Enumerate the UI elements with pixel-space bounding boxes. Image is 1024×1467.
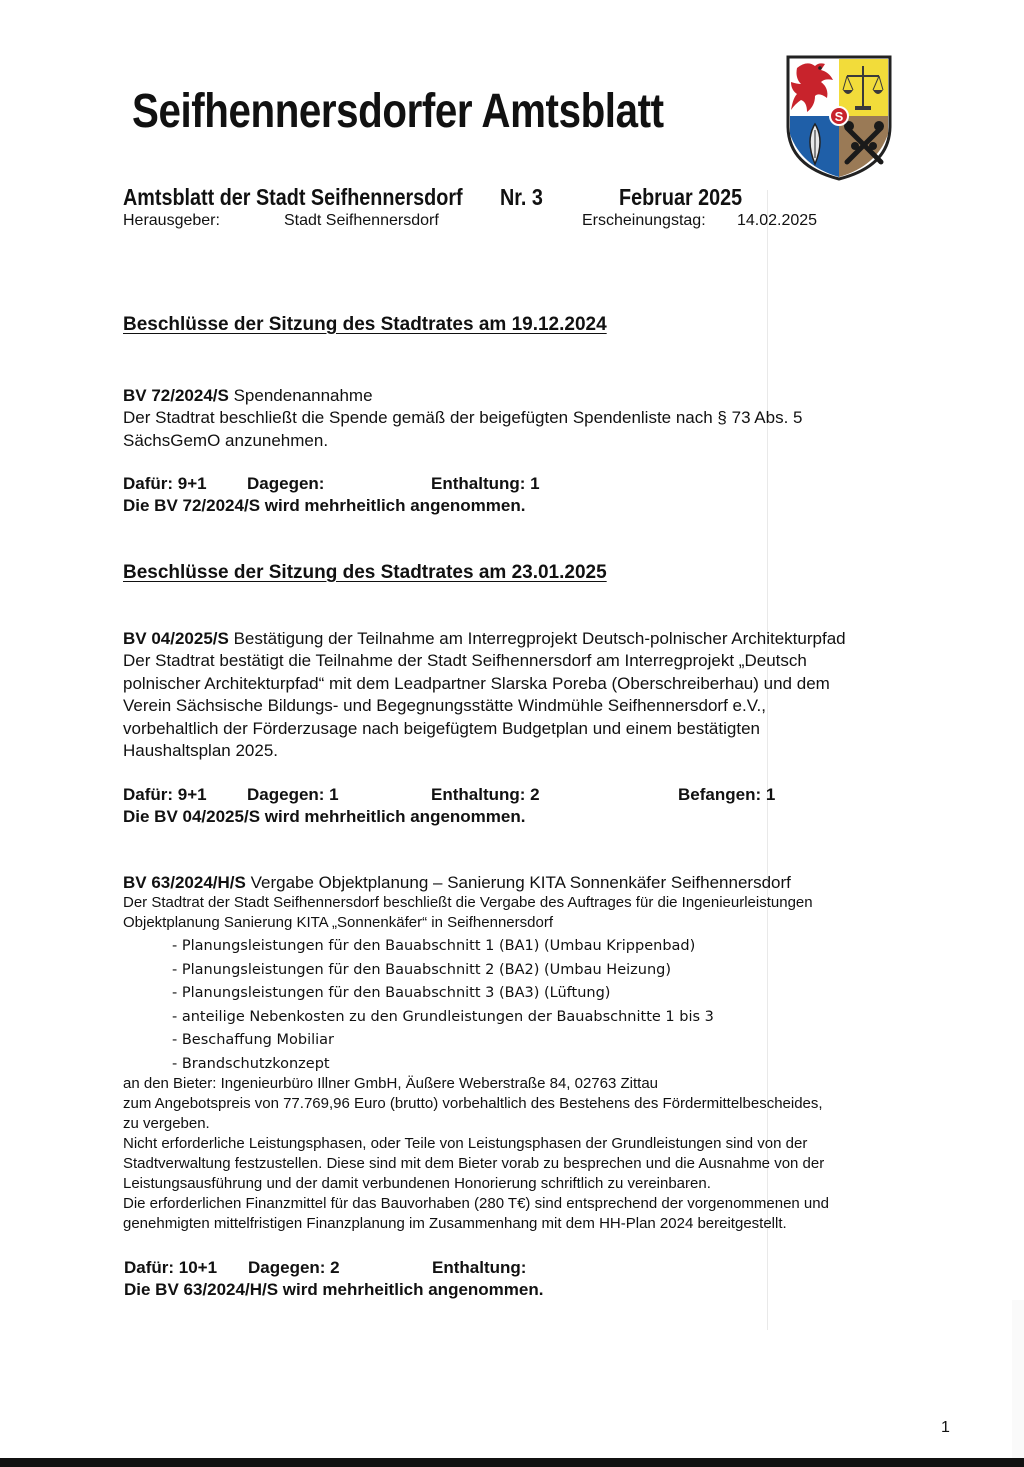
list-item: - Beschaffung Mobiliar [172, 1032, 335, 1049]
list-item: - Brandschutzkonzept [172, 1055, 330, 1072]
publisher-label: Herausgeber: [123, 212, 220, 229]
scan-bottom-border [0, 1458, 1024, 1467]
resolution-body: an den Bieter: Ingenieurbüro Illner GmbH, Äußere Weberstraße 84, 02763 Zittau zum Angebotspreis von 77.769,96 Euro (brutto) vorbehaltlich des Bestehens des Fördermittelbescheides, zu vergeben. Nicht erforderliche Leistungsphasen, oder Teile von Leistungsphasen der Grundleistungen sind von der Stadtverwaltung festzustellen. Diese sind mit dem Bieter vorab zu besprechen und die Ausnahme von der Leistungsausführung und der damit verbundenen Honorierung schriftlich zu vereinbaren. Die erforderlichen Finanzmittel für das Bauvorhaben (280 T€) sind entsprechend der vorgenommenen und genehmigten mittelfristigen Finanzplanung im Zusammenhang mit dem HH-Plan 2024 bereitgestellt. [123, 1075, 829, 1232]
section-heading-2024-12-19: Beschlüsse der Sitzung des Stadtrates am 19.12.2024 [123, 314, 607, 335]
vote-for: Dafür: 10+1 [124, 1258, 218, 1277]
list-item: - Planungsleistungen für den Bauabschnitt 3 (BA3) (Lüftung) [172, 985, 611, 1002]
release-label: Erscheinungstag: [582, 212, 706, 229]
resolution-id: BV 63/2024/H/S [123, 873, 246, 892]
coat-of-arms-icon [785, 54, 893, 182]
vote-abstain: Enthaltung: 1 [431, 474, 540, 493]
resolution-id: BV 04/2025/S [123, 629, 229, 648]
resolution-result: Die BV 04/2025/S wird mehrheitlich angenommen. [123, 807, 526, 826]
page-number: 1 [941, 1419, 950, 1436]
svg-text:S: S [834, 109, 844, 124]
resolution-title: Vergabe Objektplanung – Sanierung KITA Sonnenkäfer Seifhennersdorf [250, 873, 791, 892]
publisher-name: Stadt Seifhennersdorf [284, 212, 439, 229]
vote-for: Dafür: 9+1 [123, 474, 207, 493]
section-heading-2025-01-23: Beschlüsse der Sitzung des Stadtrates am 23.01.2025 [123, 562, 607, 583]
resolution-heading [123, 872, 791, 895]
list-item: - Planungsleistungen für den Bauabschnitt 2 (BA2) (Umbau Heizung) [172, 961, 672, 978]
issue-number: Nr. 3 [500, 184, 543, 210]
resolution-heading [123, 385, 373, 408]
vote-biased: Befangen: 1 [678, 785, 776, 804]
vote-against: Dagegen: 2 [248, 1258, 340, 1277]
vote-abstain: Enthaltung: [432, 1258, 527, 1277]
resolution-id: BV 72/2024/S [123, 386, 229, 405]
vote-against: Dagegen: 1 [247, 785, 339, 804]
release-date: 14.02.2025 [737, 212, 818, 229]
resolution-result: Die BV 63/2024/H/S wird mehrheitlich angenommen. [124, 1280, 544, 1299]
resolution-text: Der Stadtrat beschließt die Spende gemäß der beigefügten Spendenliste nach § 73 Abs. 5 SächsGemO anzunehmen. [123, 408, 803, 450]
resolution-heading [123, 628, 846, 651]
vote-for: Dafür: 9+1 [123, 785, 207, 804]
list-item: - anteilige Nebenkosten zu den Grundleistungen der Bauabschnitte 1 bis 3 [172, 1008, 714, 1025]
resolution-result: Die BV 72/2024/S wird mehrheitlich angenommen. [123, 496, 526, 515]
vote-against: Dagegen: [247, 474, 325, 493]
resolution-intro: Der Stadtrat der Stadt Seifhennersdorf beschließt die Vergabe des Auftrages für die Ingenieurleistungen Objektplanung Sanierung KITA „Sonnenkäfer“ in Seifhennersdorf [123, 894, 813, 931]
service-list [172, 935, 714, 1077]
scan-edge [1012, 1300, 1024, 1458]
issue-month: Februar 2025 [619, 184, 743, 210]
resolution-title: Spendenannahme [233, 386, 373, 405]
page-title: Seifhennersdorfer Amtsblatt [132, 85, 664, 138]
gazette-subtitle: Amtsblatt der Stadt Seifhennersdorf [123, 184, 463, 210]
resolution-text: Der Stadtrat bestätigt die Teilnahme der Stadt Seifhennersdorf am Interregprojekt „Deutsch polnischer Architekturpfad“ mit dem Leadpartner Slarska Poreba (Oberschreiberhau) und dem Verein Sächsische Bildungs- und Begegnungsstätte Windmühle Seifhennersdorf e.V., vorbehaltlich der Förderzusage nach beigefügtem Budgetplan und einem bestätigten Haushaltsplan 2025. [123, 651, 830, 760]
resolution-title: Bestätigung der Teilnahme am Interregprojekt Deutsch-polnischer Architekturpfad [233, 629, 846, 648]
list-item: - Planungsleistungen für den Bauabschnitt 1 (BA1) (Umbau Krippenbad) [172, 938, 696, 954]
vote-abstain: Enthaltung: 2 [431, 785, 540, 804]
